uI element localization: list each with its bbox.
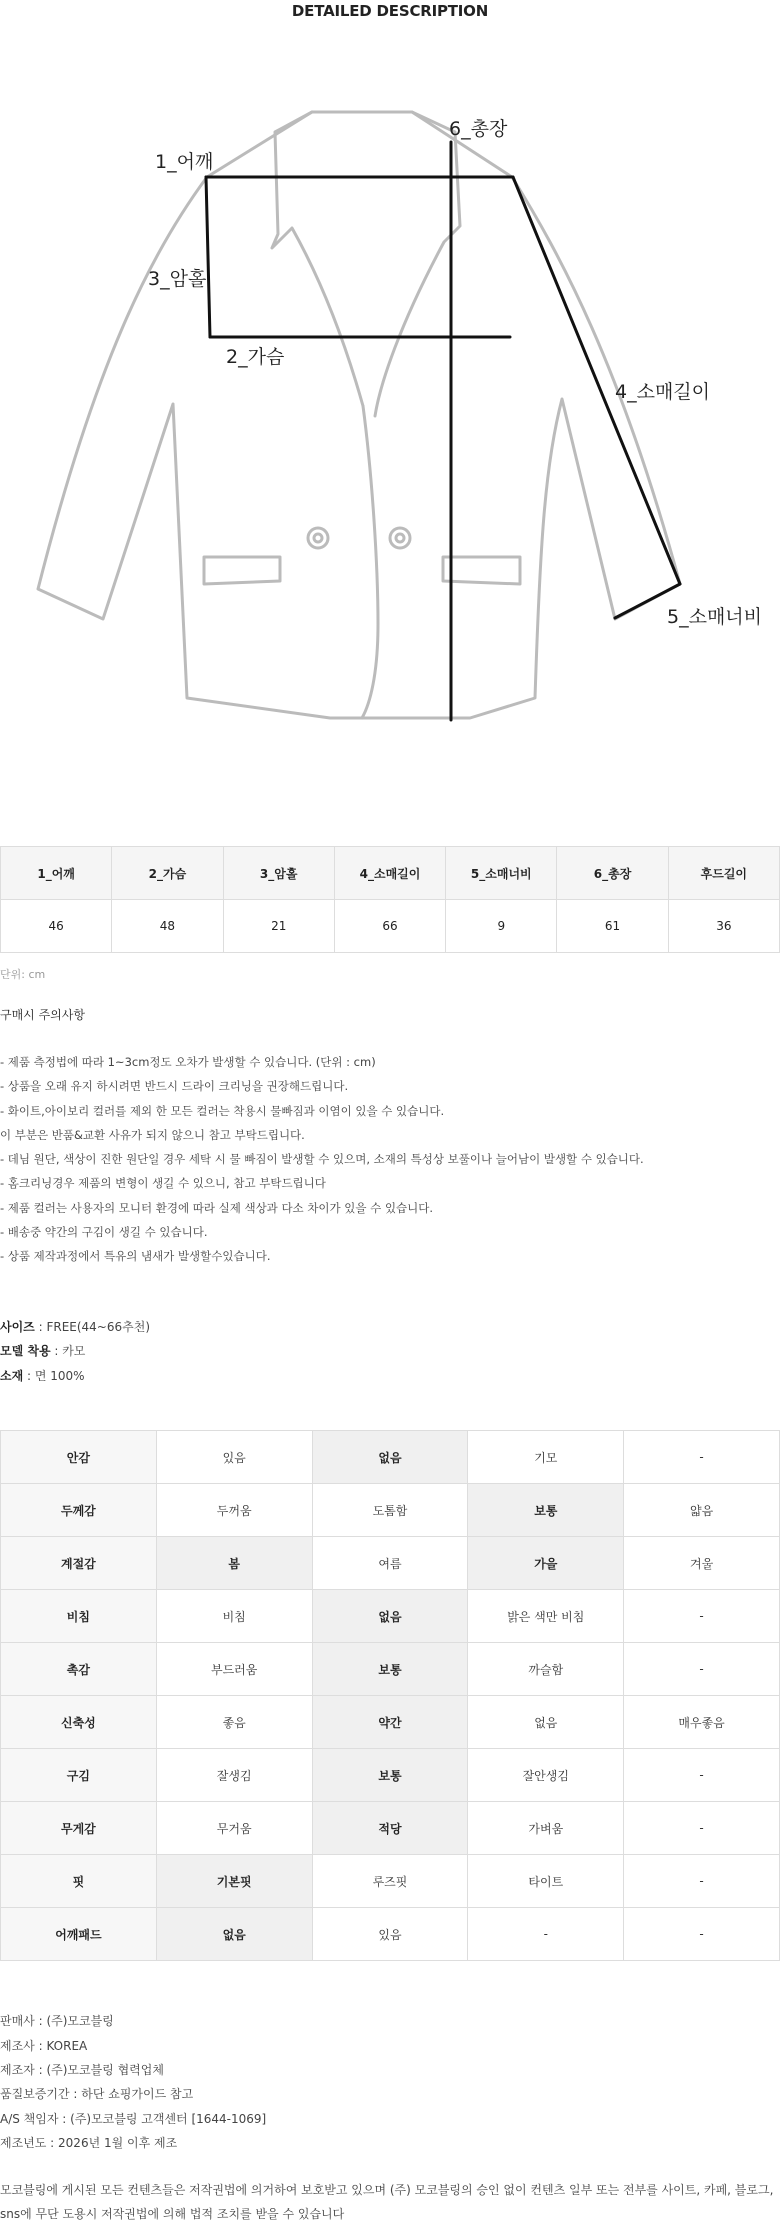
- feel-category-cell: 계절감: [1, 1537, 157, 1590]
- product-info: [0, 1315, 780, 1389]
- size-header-cell: 5_소매너비: [446, 847, 557, 900]
- feel-option-cell: 있음: [312, 1908, 468, 1961]
- notice-item: - 데님 원단, 색상이 진한 원단일 경우 세탁 시 물 빠짐이 발생할 수 있으며, 소재의 특성상 보풀이나 늘어남이 발생할 수 있습니다.: [0, 1152, 644, 1167]
- feel-category-cell: 신축성: [1, 1696, 157, 1749]
- feel-category-cell: 두께감: [1, 1484, 157, 1537]
- size-table-value-row: [1, 900, 780, 953]
- size-info-value: : FREE(44~66추천): [34, 1319, 150, 1334]
- feel-selected-cell: 없음: [156, 1908, 312, 1961]
- feel-option-cell: 타이트: [468, 1855, 624, 1908]
- size-header-cell: 2_가슴: [112, 847, 223, 900]
- feel-option-cell: 무거움: [156, 1802, 312, 1855]
- feel-row: [1, 1908, 780, 1961]
- feel-option-cell: 까슬함: [468, 1643, 624, 1696]
- feel-option-cell: -: [624, 1643, 780, 1696]
- feel-option-cell: 좋음: [156, 1696, 312, 1749]
- feel-category-cell: 비침: [1, 1590, 157, 1643]
- feel-category-cell: 무게감: [1, 1802, 157, 1855]
- feel-option-cell: 부드러움: [156, 1643, 312, 1696]
- notice-item: - 홈크리닝경우 제품의 변형이 생길 수 있으니, 참고 부탁드립니다: [0, 1176, 326, 1191]
- feel-selected-cell: 약간: [312, 1696, 468, 1749]
- warranty-line: 품질보증기간 : 하단 쇼핑가이드 참고: [0, 2087, 194, 2102]
- as-contact-line: A/S 책임자 : (주)모코블링 고객센터 [1644-1069]: [0, 2111, 267, 2126]
- size-header-cell: 4_소매길이: [334, 847, 445, 900]
- jacket-measurement-diagram: [0, 24, 780, 804]
- size-header-cell: 1_어깨: [1, 847, 112, 900]
- page-title: DETAILED DESCRIPTION: [291, 2, 489, 20]
- feel-row: [1, 1643, 780, 1696]
- feel-selected-cell: 보통: [468, 1484, 624, 1537]
- feel-row: [1, 1802, 780, 1855]
- feel-option-cell: 없음: [468, 1696, 624, 1749]
- material-info-value: : 면 100%: [23, 1368, 85, 1383]
- manufacturer-line: 제조사 : KOREA: [0, 2038, 88, 2053]
- feel-option-cell: 겨울: [624, 1537, 780, 1590]
- size-header-cell: 후드길이: [668, 847, 779, 900]
- size-header-cell: 3_암홀: [223, 847, 334, 900]
- feel-option-cell: 있음: [156, 1431, 312, 1484]
- size-value-cell: 36: [668, 900, 779, 953]
- notice-item: - 화이트,아이보리 컬러를 제외 한 모든 컬러는 착용시 물빠짐과 이염이 있을 수 있습니다.: [0, 1103, 445, 1118]
- feel-category-cell: 구김: [1, 1749, 157, 1802]
- copyright-notice: 모코블링에 게시된 모든 컨텐츠들은 저작권법에 의거하여 보호받고 있으며 (주) 모코블링의 승인 없이 컨텐츠 일부 또는 전부를 사이트, 카페, 블로그, sns에 무단 도용시 저작권법에 의해 법적 조치를 받을 수 있습니다: [0, 2182, 774, 2222]
- feel-option-cell: 두꺼움: [156, 1484, 312, 1537]
- feel-selected-cell: 보통: [312, 1749, 468, 1802]
- feel-option-cell: 가벼움: [468, 1802, 624, 1855]
- feel-row: [1, 1590, 780, 1643]
- size-header-cell: 6_총장: [557, 847, 668, 900]
- feel-category-cell: 어깨패드: [1, 1908, 157, 1961]
- feel-option-cell: 잘생김: [156, 1749, 312, 1802]
- feel-selected-cell: 가을: [468, 1537, 624, 1590]
- feel-option-cell: -: [624, 1590, 780, 1643]
- feel-row: [1, 1696, 780, 1749]
- material-info: [0, 1364, 780, 1389]
- feel-option-cell: -: [624, 1908, 780, 1961]
- feel-category-cell: 안감: [1, 1431, 157, 1484]
- notice-item: - 상품 제작과정에서 특유의 냄새가 발생할수있습니다.: [0, 1249, 271, 1264]
- feel-selected-cell: 봄: [156, 1537, 312, 1590]
- size-value-cell: 61: [557, 900, 668, 953]
- armhole-label: 3_암홀: [148, 268, 207, 290]
- fabric-feel-table: [0, 1430, 780, 1961]
- feel-option-cell: 루즈핏: [312, 1855, 468, 1908]
- feel-option-cell: 여름: [312, 1537, 468, 1590]
- feel-option-cell: -: [468, 1908, 624, 1961]
- feel-selected-cell: 보통: [312, 1643, 468, 1696]
- feel-option-cell: -: [624, 1431, 780, 1484]
- size-value-cell: 66: [334, 900, 445, 953]
- feel-option-cell: 얇음: [624, 1484, 780, 1537]
- notice-item: 이 부분은 반품&교환 사유가 되지 않으니 참고 부탁드립니다.: [0, 1127, 305, 1142]
- feel-category-cell: 핏: [1, 1855, 157, 1908]
- size-value-cell: 46: [1, 900, 112, 953]
- feel-selected-cell: 적당: [312, 1802, 468, 1855]
- feel-row: [1, 1431, 780, 1484]
- notice-item: - 제품 컬러는 사용자의 모니터 환경에 따라 실제 색상과 다소 차이가 있을 수 있습니다.: [0, 1200, 434, 1215]
- notice-item: - 배송중 약간의 구김이 생길 수 있습니다.: [0, 1225, 208, 1240]
- feel-option-cell: -: [624, 1802, 780, 1855]
- notice-title: 구매시 주의사항: [0, 1008, 85, 1022]
- sleeve-length-label: 4_소매길이: [615, 381, 711, 403]
- feel-option-cell: 기모: [468, 1431, 624, 1484]
- model-info-label: 모델 착용: [0, 1344, 51, 1359]
- unit-note: 단위: cm: [0, 968, 46, 981]
- material-info-label: 소재: [0, 1368, 24, 1383]
- chest-label: 2_가슴: [226, 346, 285, 368]
- size-value-cell: 48: [112, 900, 223, 953]
- feel-category-cell: 촉감: [1, 1643, 157, 1696]
- feel-row: [1, 1484, 780, 1537]
- feel-option-cell: -: [624, 1855, 780, 1908]
- model-info-value: : 카모: [50, 1344, 86, 1359]
- notice-list: [0, 1050, 780, 1269]
- feel-selected-cell: 없음: [312, 1590, 468, 1643]
- seller-line: 판매사 : (주)모코블링: [0, 2014, 114, 2029]
- feel-selected-cell: 없음: [312, 1431, 468, 1484]
- seller-info: [0, 2009, 780, 2155]
- sleeve-width-label: 5_소매너비: [667, 606, 763, 628]
- size-table-header-row: [1, 847, 780, 900]
- manufacture-year-line: 제조년도 : 2026년 1월 이후 제조: [0, 2136, 178, 2151]
- size-value-cell: 21: [223, 900, 334, 953]
- notice-item: - 제품 측정법에 따라 1~3cm정도 오차가 발생할 수 있습니다. (단위 : cm): [0, 1055, 376, 1069]
- feel-row: [1, 1855, 780, 1908]
- feel-option-cell: 밝은 색만 비침: [468, 1590, 624, 1643]
- model-info: [0, 1339, 780, 1364]
- feel-option-cell: -: [624, 1749, 780, 1802]
- notice-item: - 상품을 오래 유지 하시려면 반드시 드라이 크리닝을 권장해드립니다.: [0, 1079, 349, 1094]
- feel-selected-cell: 기본핏: [156, 1855, 312, 1908]
- maker-line: 제조자 : (주)모코블링 협력업체: [0, 2062, 164, 2077]
- feel-option-cell: 비침: [156, 1590, 312, 1643]
- jacket-illustration: [0, 24, 780, 804]
- shoulder-label: 1_어깨: [155, 151, 214, 173]
- size-value-cell: 9: [446, 900, 557, 953]
- feel-option-cell: 잘안생김: [468, 1749, 624, 1802]
- feel-row: [1, 1749, 780, 1802]
- size-info-label: 사이즈: [0, 1319, 35, 1334]
- feel-option-cell: 도톰함: [312, 1484, 468, 1537]
- armhole-measure-line: [206, 177, 210, 337]
- size-table: [0, 846, 780, 953]
- size-info: [0, 1315, 780, 1340]
- total-length-label: 6_총장: [449, 118, 508, 140]
- feel-option-cell: 매우좋음: [624, 1696, 780, 1749]
- feel-row: [1, 1537, 780, 1590]
